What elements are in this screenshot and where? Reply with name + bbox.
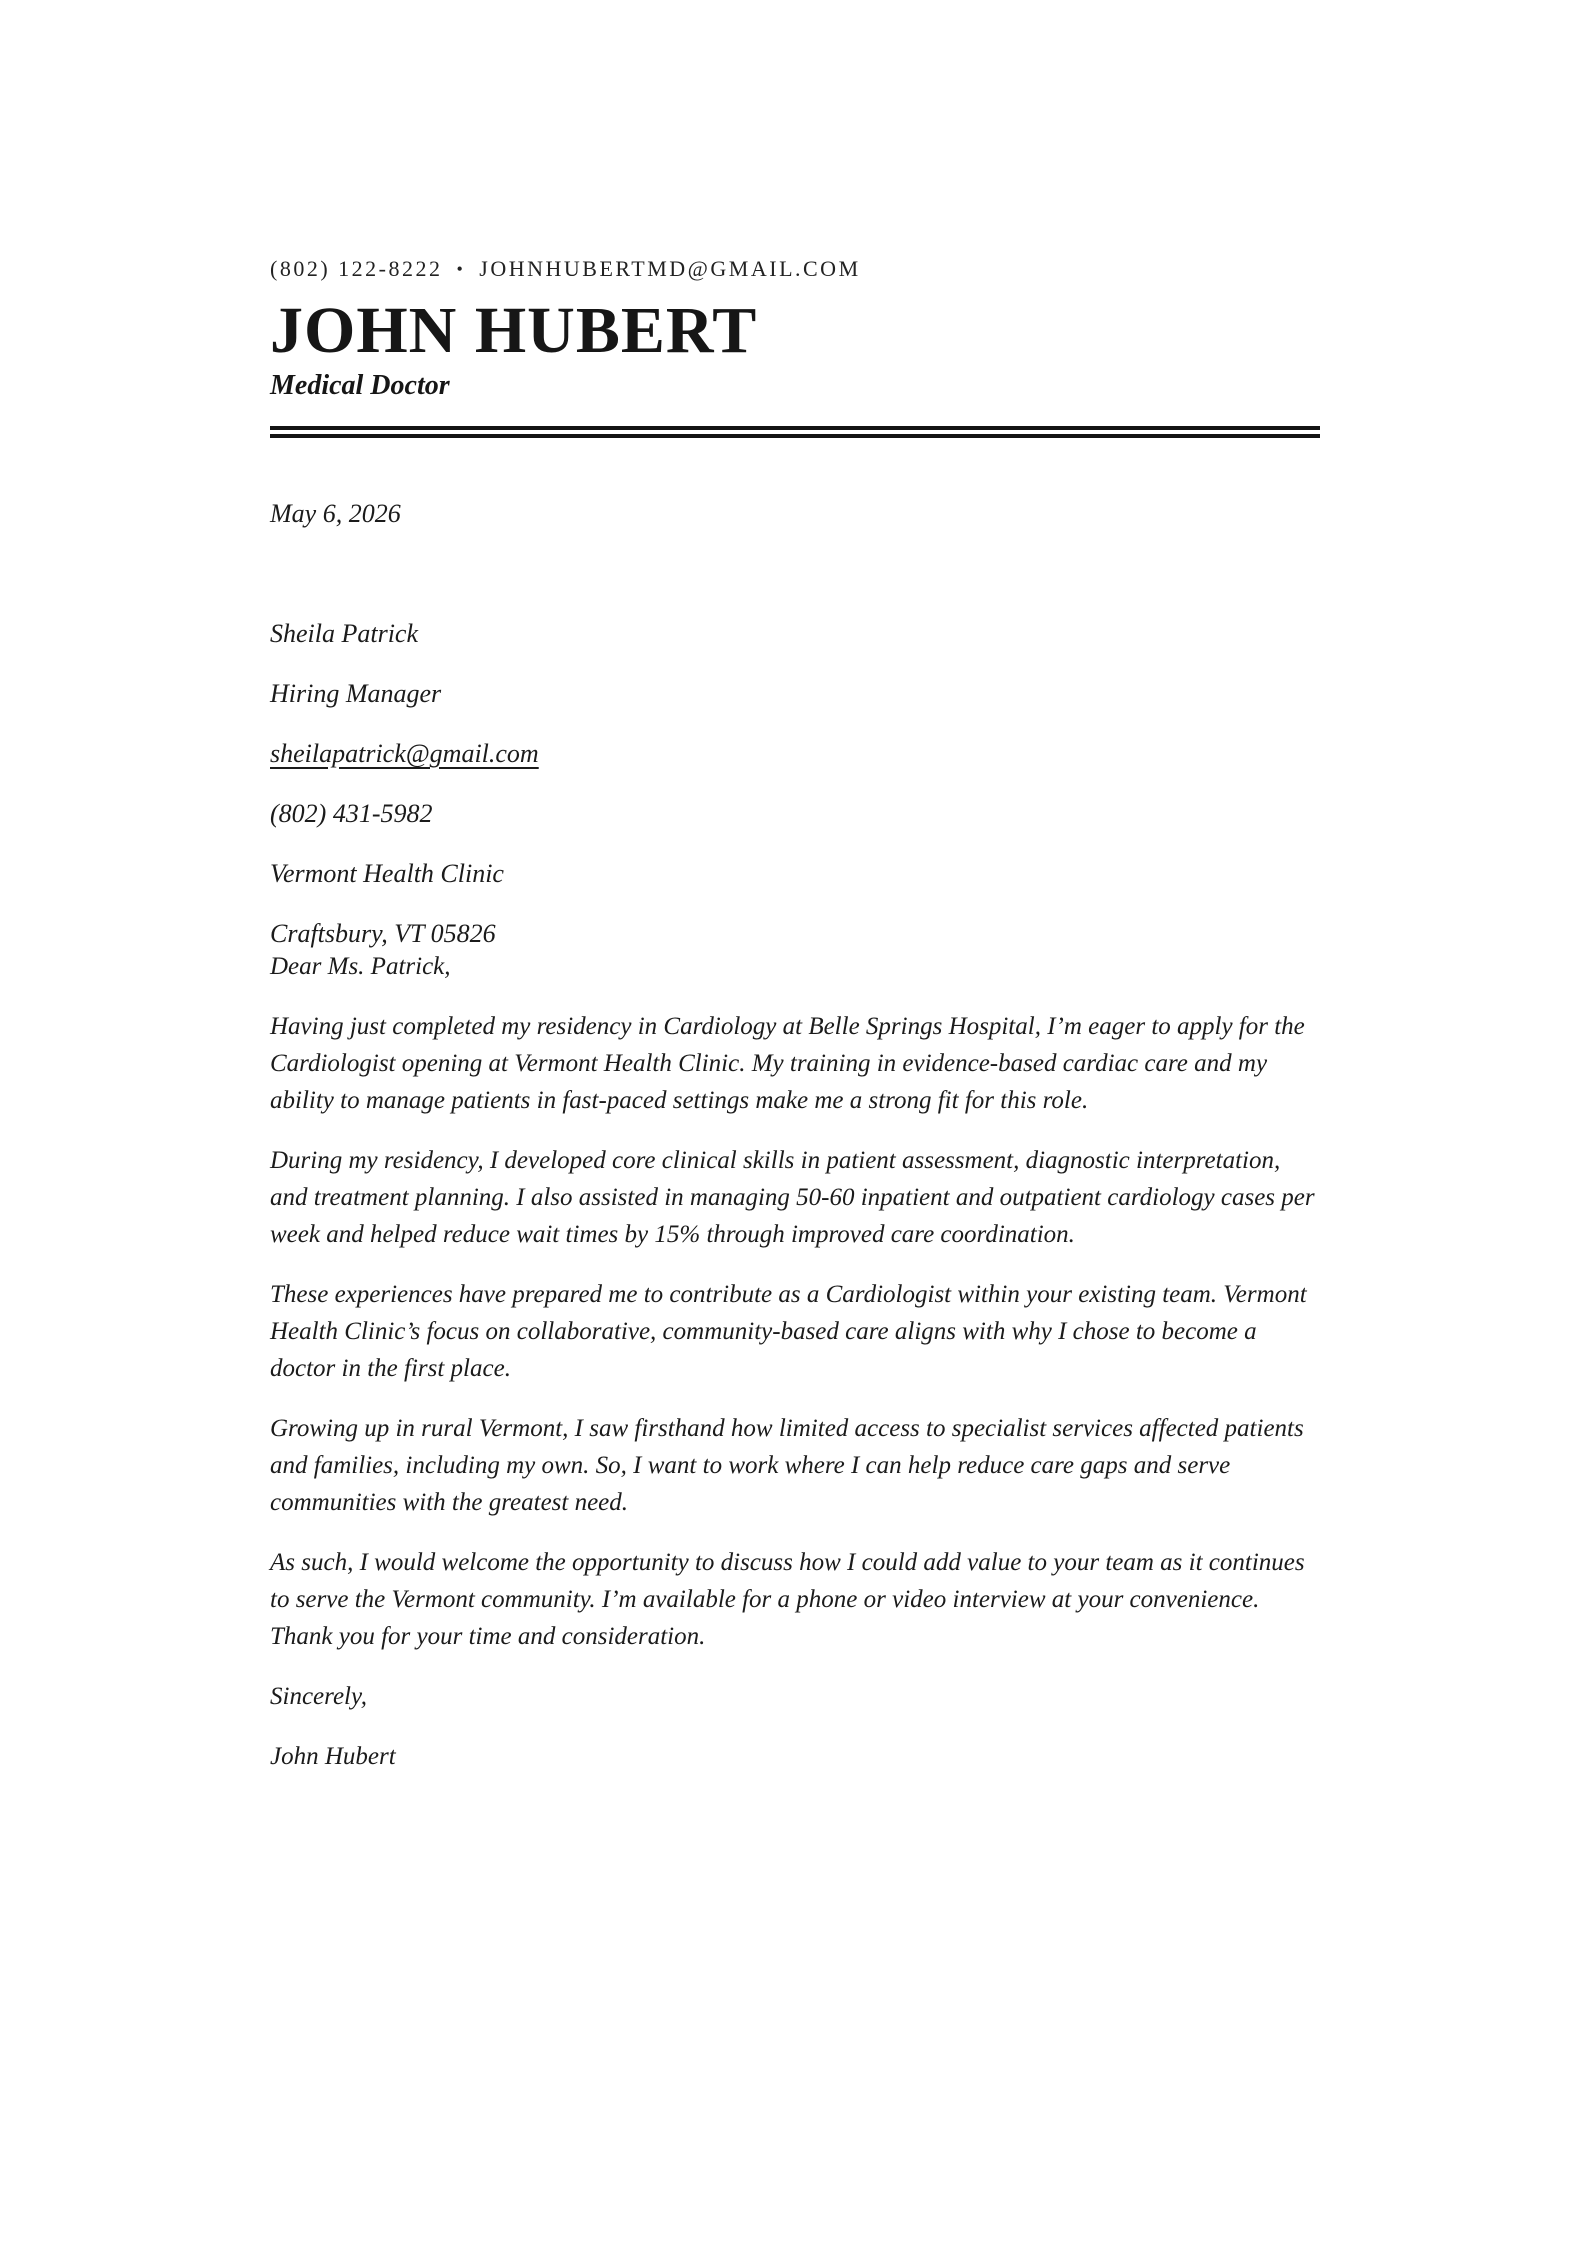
recipient-name: Sheila Patrick [270, 619, 419, 648]
person-title: Medical Doctor [270, 370, 450, 401]
recipient-phone: (802) 431-5982 [270, 799, 433, 828]
letterhead-divider-rule [270, 426, 1320, 438]
letterhead-contact-line [270, 256, 1320, 282]
letter-content [270, 256, 1320, 1798]
paragraph-2: During my residency, I developed core clinical skills in patient assessment, diagnostic interpretation, and treatment planning. I also assisted in managing 50-60 inpatient and outpatient cardiology cases per week and helped reduce wait times by 15% through improved care coordination. [270, 1147, 1315, 1248]
person-name-heading: JOHN HUBERT [270, 294, 758, 367]
paragraph-5: As such, I would welcome the opportunity to discuss how I could add value to your team as it continues to serve the Vermont community. I’m available for a phone or video interview at your convenience. Thank you for your time and consideration. [270, 1549, 1305, 1650]
closing: Sincerely, [270, 1683, 367, 1710]
recipient-role: Hiring Manager [270, 679, 442, 708]
letter-date: May 6, 2026 [270, 499, 401, 528]
recipient-email-line [270, 740, 1320, 768]
recipient-address: Craftsbury, VT 05826 [270, 919, 496, 948]
recipient-company: Vermont Health Clinic [270, 859, 504, 888]
salutation: Dear Ms. Patrick, [270, 953, 451, 980]
letter-body [270, 500, 1320, 1775]
paragraph-1: Having just completed my residency in Cardiology at Belle Springs Hospital, I’m eager to apply for the Cardiologist opening at Vermont Health Clinic. My training in evidence-based cardiac care and my ability to manage patients in fast-paced settings make me a strong fit for this role. [270, 1013, 1305, 1114]
recipient-block [270, 620, 1320, 948]
signature-name: John Hubert [270, 1743, 396, 1770]
paragraph-3: These experiences have prepared me to contribute as a Cardiologist within your existing team. Vermont Health Clinic’s focus on collaborative, community-based care aligns with why I chose to become a doctor in the first place. [270, 1281, 1307, 1382]
recipient-email-link[interactable]: sheilapatrick@gmail.com [270, 739, 539, 768]
letterhead-email: JOHNHUBERTMD@GMAIL.COM [479, 256, 861, 281]
contact-separator-bullet: • [456, 259, 466, 279]
paragraph-4: Growing up in rural Vermont, I saw firsthand how limited access to specialist services affected patients and families, including my own. So, I want to work where I can help reduce care gaps and serve communities with the greatest need. [270, 1415, 1304, 1516]
letterhead-phone: (802) 122-8222 [270, 256, 443, 281]
